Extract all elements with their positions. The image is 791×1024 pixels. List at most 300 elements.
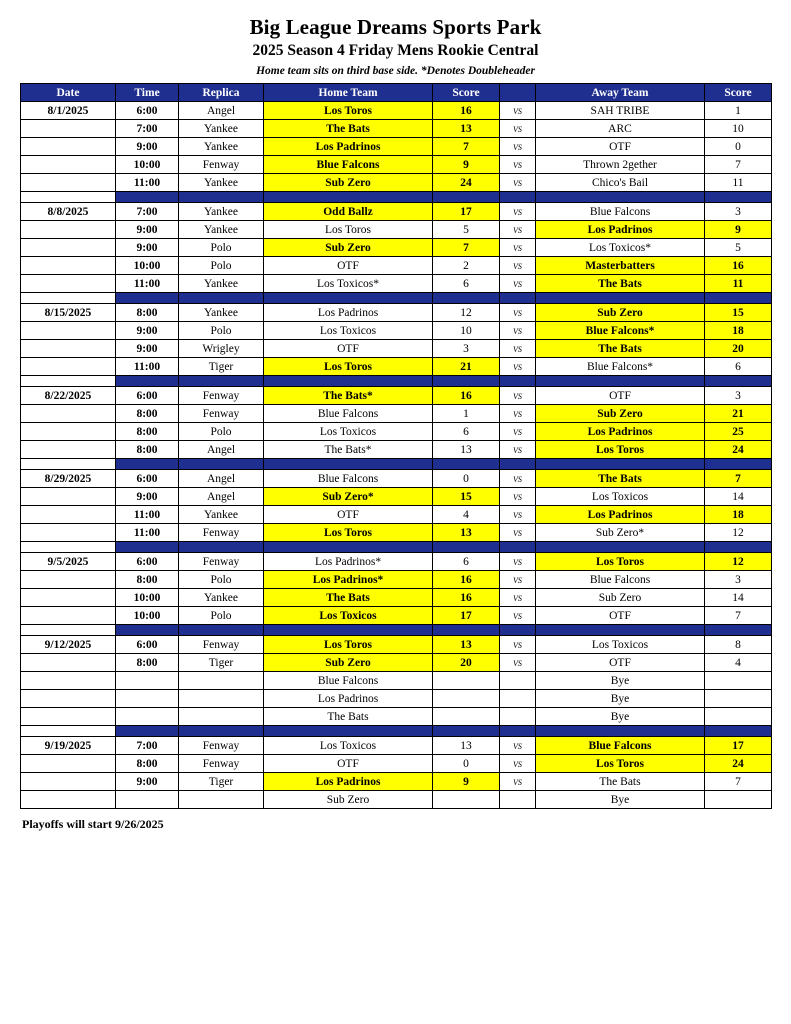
cell-date: 8/8/2025 <box>21 203 116 221</box>
week-separator-cell <box>264 625 433 636</box>
cell-away-score: 12 <box>705 524 772 542</box>
cell-home-score <box>433 708 500 726</box>
cell-home-team: The Bats* <box>264 441 433 459</box>
cell-home-score: 17 <box>433 203 500 221</box>
page-subtitle: 2025 Season 4 Friday Mens Rookie Central <box>252 42 539 60</box>
cell-home-team: Los Toros <box>264 524 433 542</box>
cell-time: 9:00 <box>116 138 179 156</box>
cell-away-score: 7 <box>705 156 772 174</box>
cell-home-score: 13 <box>433 737 500 755</box>
cell-away-team: The Bats <box>536 275 705 293</box>
cell-home-team: OTF <box>264 340 433 358</box>
cell-date <box>21 322 116 340</box>
cell-away-score: 15 <box>705 304 772 322</box>
week-separator-cell <box>705 293 772 304</box>
cell-date: 9/19/2025 <box>21 737 116 755</box>
cell-vs: vs <box>500 120 536 138</box>
cell-away-score: 6 <box>705 358 772 376</box>
cell-away-team: Thrown 2gether <box>536 156 705 174</box>
week-separator-cell <box>21 293 116 304</box>
cell-home-score <box>433 791 500 809</box>
page-note: Home team sits on third base side. *Denotes Doubleheader <box>256 65 535 78</box>
table-row <box>21 470 772 488</box>
week-separator-cell <box>433 459 500 470</box>
page-title: Big League Dreams Sports Park <box>249 15 542 39</box>
cell-home-score: 5 <box>433 221 500 239</box>
column-header-date: Date <box>21 84 116 102</box>
cell-date <box>21 441 116 459</box>
cell-home-score: 21 <box>433 358 500 376</box>
cell-away-score <box>705 690 772 708</box>
week-separator-cell <box>179 376 264 387</box>
week-separator-cell <box>116 542 179 553</box>
cell-date <box>21 773 116 791</box>
cell-home-team: Los Toxicos <box>264 737 433 755</box>
cell-time <box>116 708 179 726</box>
table-row <box>21 423 772 441</box>
week-separator-cell <box>264 542 433 553</box>
cell-away-team: Bye <box>536 672 705 690</box>
cell-home-score: 4 <box>433 506 500 524</box>
cell-away-team: Los Toros <box>536 553 705 571</box>
week-separator-cell <box>433 192 500 203</box>
week-separator-cell <box>500 625 536 636</box>
week-separator-cell <box>500 192 536 203</box>
week-separator-cell <box>536 726 705 737</box>
cell-date: 9/5/2025 <box>21 553 116 571</box>
cell-away-team: Blue Falcons <box>536 571 705 589</box>
table-row <box>21 358 772 376</box>
cell-home-score: 9 <box>433 156 500 174</box>
column-header-home-score: Score <box>433 84 500 102</box>
cell-vs: vs <box>500 506 536 524</box>
cell-home-team: Los Toros <box>264 358 433 376</box>
week-separator-cell <box>536 192 705 203</box>
cell-time: 6:00 <box>116 636 179 654</box>
cell-vs: vs <box>500 773 536 791</box>
cell-replica: Tiger <box>179 358 264 376</box>
week-separator-cell <box>21 459 116 470</box>
cell-away-team: Los Toros <box>536 441 705 459</box>
cell-time: 9:00 <box>116 773 179 791</box>
cell-away-team: OTF <box>536 607 705 625</box>
cell-home-team: Los Toxicos <box>264 322 433 340</box>
cell-vs: vs <box>500 441 536 459</box>
cell-away-score: 7 <box>705 773 772 791</box>
cell-time: 8:00 <box>116 755 179 773</box>
table-row <box>21 221 772 239</box>
cell-date <box>21 358 116 376</box>
cell-date: 8/15/2025 <box>21 304 116 322</box>
cell-away-team: Sub Zero* <box>536 524 705 542</box>
cell-date <box>21 791 116 809</box>
table-row <box>21 441 772 459</box>
week-separator-cell <box>21 376 116 387</box>
cell-vs: vs <box>500 423 536 441</box>
cell-vs: vs <box>500 607 536 625</box>
cell-away-team: Los Toxicos <box>536 488 705 506</box>
cell-vs: vs <box>500 387 536 405</box>
week-separator-cell <box>433 542 500 553</box>
cell-replica: Yankee <box>179 589 264 607</box>
cell-home-team: Los Toxicos <box>264 423 433 441</box>
cell-replica: Tiger <box>179 654 264 672</box>
cell-away-team: Masterbatters <box>536 257 705 275</box>
week-separator-cell <box>433 293 500 304</box>
playoffs-note: Playoffs will start 9/26/2025 <box>22 817 164 832</box>
cell-time: 10:00 <box>116 589 179 607</box>
cell-date <box>21 654 116 672</box>
week-separator-cell <box>500 376 536 387</box>
table-row <box>21 387 772 405</box>
cell-home-team: Sub Zero <box>264 654 433 672</box>
cell-vs <box>500 708 536 726</box>
cell-vs: vs <box>500 102 536 120</box>
cell-away-score: 25 <box>705 423 772 441</box>
table-row <box>21 636 772 654</box>
cell-away-score: 14 <box>705 589 772 607</box>
cell-date <box>21 571 116 589</box>
cell-home-score: 13 <box>433 441 500 459</box>
cell-replica: Fenway <box>179 755 264 773</box>
cell-vs: vs <box>500 257 536 275</box>
week-separator-cell <box>536 542 705 553</box>
cell-vs: vs <box>500 524 536 542</box>
cell-away-score: 11 <box>705 174 772 192</box>
cell-vs <box>500 791 536 809</box>
cell-away-score: 14 <box>705 488 772 506</box>
cell-date <box>21 488 116 506</box>
cell-away-score: 3 <box>705 387 772 405</box>
week-separator-cell <box>21 542 116 553</box>
cell-time: 8:00 <box>116 441 179 459</box>
week-separator-cell <box>705 726 772 737</box>
table-row <box>21 340 772 358</box>
cell-home-score: 20 <box>433 654 500 672</box>
week-separator-cell <box>536 293 705 304</box>
cell-date <box>21 275 116 293</box>
cell-home-score: 2 <box>433 257 500 275</box>
cell-away-score: 24 <box>705 755 772 773</box>
week-separator-cell <box>705 192 772 203</box>
cell-vs: vs <box>500 589 536 607</box>
cell-away-team: Sub Zero <box>536 304 705 322</box>
cell-home-score: 16 <box>433 102 500 120</box>
cell-time: 11:00 <box>116 275 179 293</box>
column-header-time: Time <box>116 84 179 102</box>
cell-away-team: Sub Zero <box>536 589 705 607</box>
cell-away-score: 17 <box>705 737 772 755</box>
cell-home-score: 6 <box>433 423 500 441</box>
cell-away-score: 7 <box>705 607 772 625</box>
week-separator <box>21 625 772 636</box>
cell-home-team: The Bats <box>264 589 433 607</box>
cell-away-team: The Bats <box>536 470 705 488</box>
cell-replica: Angel <box>179 470 264 488</box>
cell-away-score: 0 <box>705 138 772 156</box>
cell-time: 11:00 <box>116 506 179 524</box>
cell-away-score <box>705 708 772 726</box>
cell-vs: vs <box>500 737 536 755</box>
cell-replica: Yankee <box>179 138 264 156</box>
cell-away-score: 24 <box>705 441 772 459</box>
cell-date <box>21 506 116 524</box>
cell-vs: vs <box>500 553 536 571</box>
week-separator <box>21 542 772 553</box>
column-header-away-team: Away Team <box>536 84 705 102</box>
cell-home-team: Sub Zero <box>264 791 433 809</box>
cell-home-team: Blue Falcons <box>264 672 433 690</box>
cell-replica: Polo <box>179 423 264 441</box>
cell-time: 6:00 <box>116 387 179 405</box>
cell-time: 8:00 <box>116 405 179 423</box>
cell-home-team: Los Padrinos* <box>264 571 433 589</box>
cell-time: 8:00 <box>116 423 179 441</box>
cell-time: 9:00 <box>116 239 179 257</box>
cell-away-score: 21 <box>705 405 772 423</box>
cell-away-team: ARC <box>536 120 705 138</box>
table-row <box>21 571 772 589</box>
week-separator <box>21 293 772 304</box>
table-row <box>21 275 772 293</box>
cell-home-score: 9 <box>433 773 500 791</box>
cell-home-team: Sub Zero <box>264 174 433 192</box>
table-row <box>21 506 772 524</box>
week-separator-cell <box>705 625 772 636</box>
cell-date <box>21 138 116 156</box>
cell-time: 6:00 <box>116 553 179 571</box>
table-row <box>21 102 772 120</box>
cell-replica: Yankee <box>179 120 264 138</box>
cell-vs: vs <box>500 340 536 358</box>
cell-away-score: 11 <box>705 275 772 293</box>
column-header-home-team: Home Team <box>264 84 433 102</box>
cell-away-score: 4 <box>705 654 772 672</box>
cell-vs: vs <box>500 174 536 192</box>
cell-away-team: Blue Falcons <box>536 737 705 755</box>
cell-home-team: Odd Ballz <box>264 203 433 221</box>
cell-vs: vs <box>500 358 536 376</box>
cell-vs: vs <box>500 636 536 654</box>
cell-home-team: Los Padrinos <box>264 690 433 708</box>
cell-date <box>21 524 116 542</box>
cell-home-team: Los Toros <box>264 636 433 654</box>
cell-away-team: Blue Falcons* <box>536 322 705 340</box>
cell-away-score: 9 <box>705 221 772 239</box>
cell-home-score: 13 <box>433 524 500 542</box>
cell-away-team: The Bats <box>536 773 705 791</box>
week-separator-cell <box>179 459 264 470</box>
table-row <box>21 156 772 174</box>
cell-time: 10:00 <box>116 607 179 625</box>
cell-vs: vs <box>500 654 536 672</box>
cell-home-team: OTF <box>264 506 433 524</box>
table-row <box>21 654 772 672</box>
cell-time: 7:00 <box>116 203 179 221</box>
cell-replica: Fenway <box>179 405 264 423</box>
cell-home-score: 16 <box>433 387 500 405</box>
week-separator-cell <box>500 726 536 737</box>
cell-date <box>21 708 116 726</box>
cell-replica: Wrigley <box>179 340 264 358</box>
cell-home-team: Los Padrinos* <box>264 553 433 571</box>
cell-date <box>21 672 116 690</box>
cell-date <box>21 340 116 358</box>
week-separator-cell <box>179 293 264 304</box>
cell-replica: Angel <box>179 441 264 459</box>
week-separator-cell <box>21 625 116 636</box>
cell-replica: Yankee <box>179 304 264 322</box>
week-separator-cell <box>116 625 179 636</box>
column-header-away-score: Score <box>705 84 772 102</box>
cell-time: 9:00 <box>116 340 179 358</box>
cell-date <box>21 239 116 257</box>
week-separator-cell <box>500 542 536 553</box>
cell-date <box>21 174 116 192</box>
cell-home-score: 3 <box>433 340 500 358</box>
cell-home-score: 24 <box>433 174 500 192</box>
week-separator <box>21 192 772 203</box>
cell-away-score: 8 <box>705 636 772 654</box>
cell-away-score: 18 <box>705 322 772 340</box>
cell-away-team: OTF <box>536 387 705 405</box>
cell-away-team: Los Padrinos <box>536 506 705 524</box>
cell-home-team: Blue Falcons <box>264 470 433 488</box>
week-separator <box>21 376 772 387</box>
week-separator-cell <box>705 376 772 387</box>
table-row <box>21 174 772 192</box>
table-row <box>21 607 772 625</box>
cell-time: 8:00 <box>116 304 179 322</box>
cell-replica: Yankee <box>179 221 264 239</box>
cell-replica: Angel <box>179 102 264 120</box>
cell-replica: Yankee <box>179 275 264 293</box>
cell-home-score: 16 <box>433 589 500 607</box>
cell-away-team: Sub Zero <box>536 405 705 423</box>
week-separator-cell <box>179 192 264 203</box>
cell-away-score: 20 <box>705 340 772 358</box>
cell-replica: Yankee <box>179 506 264 524</box>
week-separator-cell <box>433 376 500 387</box>
cell-away-score: 16 <box>705 257 772 275</box>
cell-home-team: Blue Falcons <box>264 405 433 423</box>
cell-time: 8:00 <box>116 654 179 672</box>
cell-time <box>116 791 179 809</box>
cell-home-score: 17 <box>433 607 500 625</box>
cell-home-team: Los Toros <box>264 102 433 120</box>
cell-home-team: Los Padrinos <box>264 138 433 156</box>
cell-time: 11:00 <box>116 358 179 376</box>
cell-time: 9:00 <box>116 322 179 340</box>
cell-replica: Fenway <box>179 524 264 542</box>
table-row <box>21 405 772 423</box>
cell-vs: vs <box>500 755 536 773</box>
cell-away-team: Blue Falcons* <box>536 358 705 376</box>
week-separator-cell <box>264 376 433 387</box>
cell-vs: vs <box>500 239 536 257</box>
cell-date: 8/22/2025 <box>21 387 116 405</box>
table-row <box>21 690 772 708</box>
cell-date: 9/12/2025 <box>21 636 116 654</box>
cell-replica: Polo <box>179 257 264 275</box>
table-row <box>21 708 772 726</box>
table-row <box>21 257 772 275</box>
cell-away-team: Los Padrinos <box>536 423 705 441</box>
cell-away-team: OTF <box>536 654 705 672</box>
cell-home-team: Blue Falcons <box>264 156 433 174</box>
week-separator <box>21 726 772 737</box>
week-separator-cell <box>116 192 179 203</box>
table-row <box>21 589 772 607</box>
cell-home-score: 7 <box>433 138 500 156</box>
cell-date <box>21 755 116 773</box>
week-separator-cell <box>179 625 264 636</box>
week-separator-cell <box>21 192 116 203</box>
table-row <box>21 203 772 221</box>
cell-date <box>21 607 116 625</box>
cell-away-score: 1 <box>705 102 772 120</box>
table-row <box>21 672 772 690</box>
cell-vs: vs <box>500 138 536 156</box>
cell-date: 8/29/2025 <box>21 470 116 488</box>
cell-time: 10:00 <box>116 257 179 275</box>
cell-away-team: Bye <box>536 690 705 708</box>
cell-replica: Polo <box>179 239 264 257</box>
table-row <box>21 737 772 755</box>
cell-away-score <box>705 791 772 809</box>
cell-home-score: 0 <box>433 470 500 488</box>
week-separator-cell <box>116 459 179 470</box>
cell-replica <box>179 708 264 726</box>
week-separator-cell <box>21 726 116 737</box>
week-separator-cell <box>179 726 264 737</box>
cell-home-score: 13 <box>433 636 500 654</box>
column-header-vs <box>500 84 536 102</box>
cell-date <box>21 221 116 239</box>
cell-home-team: The Bats <box>264 708 433 726</box>
cell-date <box>21 589 116 607</box>
table-row <box>21 791 772 809</box>
cell-replica: Fenway <box>179 636 264 654</box>
cell-vs: vs <box>500 221 536 239</box>
cell-home-team: The Bats <box>264 120 433 138</box>
cell-vs: vs <box>500 470 536 488</box>
cell-replica: Fenway <box>179 387 264 405</box>
table-row <box>21 553 772 571</box>
cell-away-team: SAH TRIBE <box>536 102 705 120</box>
cell-home-team: Los Padrinos <box>264 773 433 791</box>
cell-vs: vs <box>500 405 536 423</box>
week-separator-cell <box>705 459 772 470</box>
week-separator-cell <box>264 459 433 470</box>
cell-away-team: Chico's Bail <box>536 174 705 192</box>
cell-away-score: 12 <box>705 553 772 571</box>
cell-home-score: 10 <box>433 322 500 340</box>
cell-vs <box>500 690 536 708</box>
cell-vs: vs <box>500 304 536 322</box>
table-row <box>21 773 772 791</box>
cell-time: 11:00 <box>116 524 179 542</box>
cell-time: 11:00 <box>116 174 179 192</box>
week-separator-cell <box>433 625 500 636</box>
column-header-replica: Replica <box>179 84 264 102</box>
cell-date <box>21 257 116 275</box>
cell-time: 9:00 <box>116 488 179 506</box>
week-separator-cell <box>536 625 705 636</box>
week-separator-cell <box>536 376 705 387</box>
cell-home-score <box>433 672 500 690</box>
cell-date <box>21 156 116 174</box>
